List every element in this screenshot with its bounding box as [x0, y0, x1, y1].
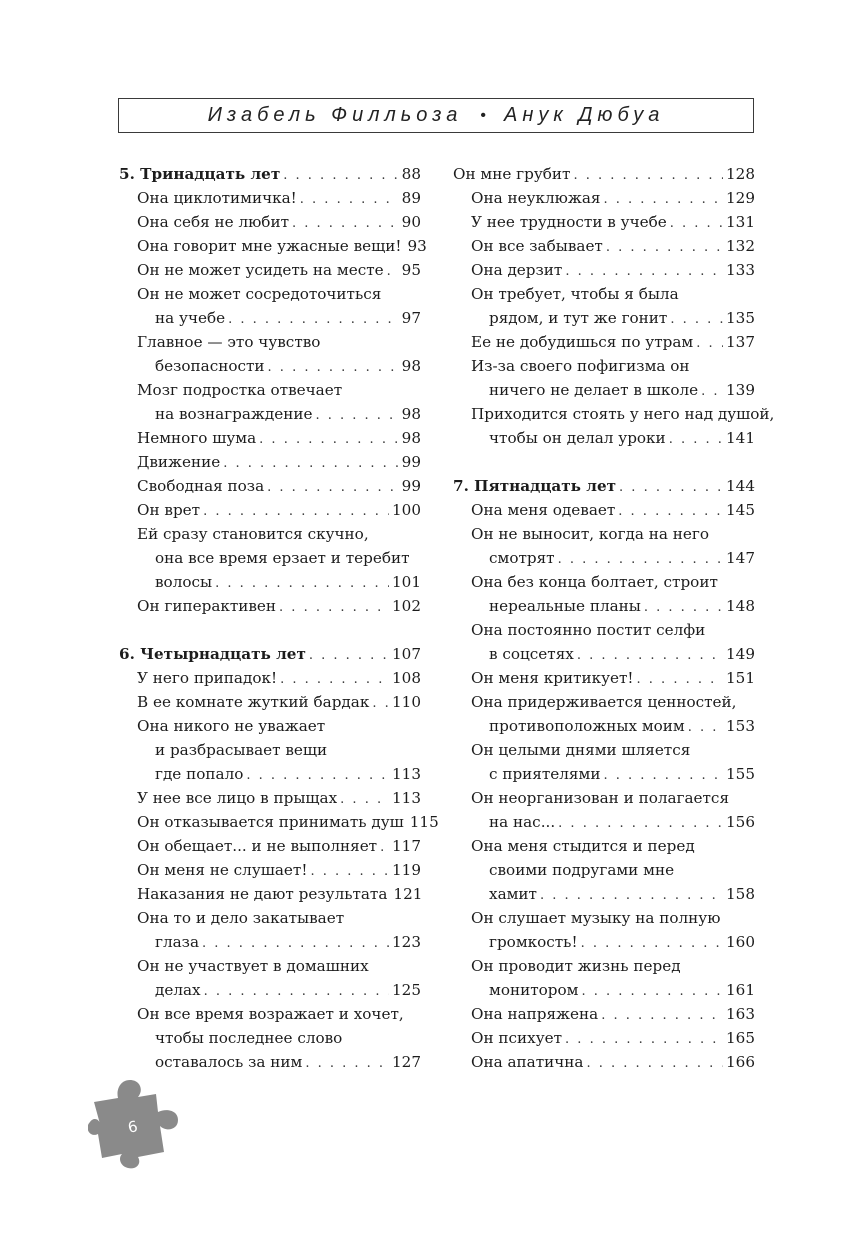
- toc-entry-title: Она неуклюжая: [471, 189, 601, 207]
- toc-entry-title: Он все забывает: [471, 237, 603, 255]
- toc-entry: [119, 810, 439, 834]
- dot-leader: [618, 500, 723, 524]
- toc-entry-title: смотрят: [489, 549, 555, 567]
- toc-entry: [453, 1026, 755, 1050]
- toc-page-number: 117: [392, 837, 421, 855]
- toc-entry: [453, 306, 755, 330]
- toc-entry: [119, 858, 421, 882]
- dot-leader: [246, 764, 389, 788]
- toc-entry-title: Она без конца болтает, строит: [471, 573, 718, 591]
- dot-leader: [380, 836, 389, 860]
- toc-entry-title: Наказания не дают результата: [137, 885, 388, 903]
- toc-entry: [119, 354, 421, 378]
- toc-entry-title: Движение: [137, 453, 221, 471]
- toc-entry: [119, 690, 421, 714]
- dot-leader: [637, 668, 723, 692]
- toc-entry-title: она все время ерзает и теребит: [155, 549, 410, 567]
- toc-entry: [453, 714, 755, 738]
- dot-leader: [268, 356, 399, 380]
- toc-entry-title: где попало: [155, 765, 244, 783]
- dot-leader: [603, 764, 723, 788]
- toc-page-number: 153: [726, 717, 755, 735]
- toc-page-number: 108: [392, 669, 421, 687]
- toc-page-number: 99: [401, 477, 421, 495]
- toc-entry: [119, 522, 421, 546]
- toc-page-number: 98: [401, 357, 421, 375]
- toc-entry: [453, 1002, 755, 1026]
- toc-page-number: 156: [726, 813, 755, 831]
- toc-page-number: 125: [392, 981, 421, 999]
- dot-leader: [577, 644, 723, 668]
- toc-entry-title: Она меня одевает: [471, 501, 616, 519]
- toc-section-heading: [119, 642, 421, 666]
- dot-leader: [619, 476, 723, 500]
- toc-page-number: 99: [401, 453, 421, 471]
- toc-entry-title: Он меня критикует!: [471, 669, 634, 687]
- toc-entry-title: 6. Четырнадцать лет: [119, 645, 306, 663]
- toc-entry: [453, 834, 755, 858]
- toc-entry-title: Она меня стыдится и перед: [471, 837, 695, 855]
- toc-entry: [453, 642, 755, 666]
- toc-entry: [119, 450, 421, 474]
- toc-entry: [453, 930, 755, 954]
- toc-page-number: 97: [401, 309, 421, 327]
- toc-entry-title: ничего не делает в школе: [489, 381, 699, 399]
- toc-page-number: 147: [726, 549, 755, 567]
- toc-page-number: 137: [726, 333, 755, 351]
- toc-entry: [119, 930, 421, 954]
- toc-entry-title: У него припадок!: [137, 669, 278, 687]
- dot-leader: [279, 596, 389, 620]
- dot-leader: [283, 164, 398, 188]
- toc-entry: [119, 186, 421, 210]
- toc-entry: [453, 210, 755, 234]
- toc-entry-title: Приходится стоять у него над душой,: [471, 405, 775, 423]
- toc-entry: [453, 858, 755, 882]
- toc-entry-title: монитором: [489, 981, 579, 999]
- toc-entry: [119, 666, 421, 690]
- dot-leader: [223, 452, 398, 476]
- toc-entry-title: волосы: [155, 573, 213, 591]
- toc-entry-title: У нее трудности в учебе: [471, 213, 667, 231]
- toc-entry-title: Он требует, чтобы я была: [471, 285, 679, 303]
- toc-entry: [119, 978, 421, 1002]
- toc-page-number: 123: [392, 933, 421, 951]
- toc-entry: [119, 306, 421, 330]
- toc-entry: [453, 426, 755, 450]
- toc-entry-title: Он психует: [471, 1029, 563, 1047]
- dot-leader: [606, 236, 723, 260]
- toc-page-number: 129: [726, 189, 755, 207]
- toc-page-number: 148: [726, 597, 755, 615]
- dot-leader: [669, 428, 723, 452]
- toc-entry-title: глаза: [155, 933, 199, 951]
- toc-entry: [453, 354, 755, 378]
- toc-entry-title: своими подругами мне: [489, 861, 675, 879]
- dot-leader: [215, 572, 389, 596]
- toc-page-number: 131: [726, 213, 755, 231]
- toc-entry-title: оставалось за ним: [155, 1053, 303, 1071]
- dot-leader: [340, 788, 389, 812]
- toc-entry-title: в соцсетях: [489, 645, 574, 663]
- dot-leader: [309, 644, 389, 668]
- dot-leader: [300, 188, 399, 212]
- toc-entry-title: Он не может сосредоточиться: [137, 285, 382, 303]
- toc-entry: [453, 762, 755, 786]
- toc-entry: [119, 546, 421, 570]
- toc-entry: [453, 666, 755, 690]
- toc-page-number: 115: [409, 813, 439, 831]
- dot-leader: [581, 932, 723, 956]
- toc-entry-title: В ее комнате жуткий бардак: [137, 693, 370, 711]
- toc-entry-title: Она то и дело закатывает: [137, 909, 345, 927]
- toc-entry: [453, 810, 755, 834]
- toc-entry: [119, 570, 421, 594]
- toc-entry-title: Он гиперактивен: [137, 597, 277, 615]
- toc-entry-title: на учебе: [155, 309, 226, 327]
- toc-entry: [119, 906, 421, 930]
- toc-entry: [119, 954, 421, 978]
- toc-section-heading: [119, 162, 421, 186]
- toc-entry: [119, 594, 421, 618]
- toc-entry-title: громкость!: [489, 933, 578, 951]
- toc-entry-title: рядом, и тут же гонит: [489, 309, 668, 327]
- toc-page-number: 155: [726, 765, 755, 783]
- toc-entry-title: Ей сразу становится скучно,: [137, 525, 369, 543]
- toc-entry-title: чтобы последнее слово: [155, 1029, 343, 1047]
- toc-page-number: 135: [726, 309, 755, 327]
- dot-leader: [267, 476, 399, 500]
- author-name-1: Изабель Филльоза: [207, 104, 463, 126]
- toc-entry-title: Он не может усидеть на месте: [137, 261, 384, 279]
- toc-entry-title: Он проводит жизнь перед: [471, 957, 681, 975]
- toc-entry: [119, 882, 421, 906]
- dot-leader: [228, 308, 399, 332]
- toc-entry: [119, 498, 421, 522]
- toc-entry: [453, 690, 755, 714]
- toc-entry: [453, 882, 755, 906]
- toc-entry: [119, 330, 421, 354]
- toc-page-number: 93: [407, 237, 427, 255]
- dot-leader: [670, 308, 723, 332]
- dot-leader: [203, 500, 389, 524]
- toc-entry: [119, 1026, 421, 1050]
- toc-right-column: [453, 162, 775, 1074]
- section-gap: [119, 618, 421, 642]
- toc-entry: [119, 738, 421, 762]
- toc-page-number: 132: [726, 237, 755, 255]
- dot-leader: [280, 668, 389, 692]
- toc-page-number: 158: [726, 885, 755, 903]
- toc-entry: [453, 186, 755, 210]
- toc-entry-title: Свободная поза: [137, 477, 265, 495]
- toc-entry: [119, 762, 421, 786]
- dot-leader: [558, 812, 723, 836]
- toc-page-number: 89: [401, 189, 421, 207]
- toc-page-number: 95: [401, 261, 421, 279]
- toc-entry-title: с приятелями: [489, 765, 601, 783]
- toc-entry: [119, 834, 421, 858]
- toc-entry-title: Она придерживается ценностей,: [471, 693, 737, 711]
- toc-entry: [453, 954, 755, 978]
- toc-entry-title: хамит: [489, 885, 537, 903]
- toc-entry-title: на нас...: [489, 813, 556, 831]
- toc-entry: [119, 426, 421, 450]
- toc-entry-title: У нее все лицо в прыщах: [137, 789, 338, 807]
- toc-entry: [119, 258, 421, 282]
- toc-page-number: 166: [726, 1053, 755, 1071]
- dot-leader: [540, 884, 723, 908]
- toc-entry: [453, 618, 755, 642]
- toc-page-number: 151: [726, 669, 755, 687]
- toc-entry-title: Она говорит мне ужасные вещи!: [137, 237, 402, 255]
- dot-leader: [603, 188, 723, 212]
- toc-entry: [119, 474, 421, 498]
- toc-entry-title: Он целыми днями шляется: [471, 741, 691, 759]
- dot-leader: [202, 932, 389, 956]
- dot-leader: [565, 1028, 723, 1052]
- toc-entry-title: делах: [155, 981, 201, 999]
- toc-page-number: 113: [392, 789, 421, 807]
- toc-entry-title: на вознаграждение: [155, 405, 313, 423]
- toc-entry-title: 5. Тринадцать лет: [119, 165, 281, 183]
- toc-entry: [453, 378, 755, 402]
- toc-entry-title: Он отказывается принимать душ: [137, 813, 404, 831]
- toc-entry-title: Он меня не слушает!: [137, 861, 308, 879]
- author-name-2: Анук Дюбуа: [503, 104, 665, 126]
- toc-entry-title: Немного шума: [137, 429, 257, 447]
- toc-entry: [119, 714, 421, 738]
- toc-entry-title: Ее не добудишься по утрам: [471, 333, 694, 351]
- toc-entry-title: Она постоянно постит селфи: [471, 621, 706, 639]
- toc-entry-title: Она дерзит: [471, 261, 563, 279]
- dot-leader: [292, 212, 399, 236]
- toc-entry-title: безопасности: [155, 357, 265, 375]
- toc-entry-title: Она напряжена: [471, 1005, 599, 1023]
- page-number: 6: [126, 1117, 140, 1137]
- toc-entry-title: Она никого не уважает: [137, 717, 326, 735]
- toc-entry: [453, 978, 755, 1002]
- toc-entry-title: Он не участвует в домашних: [137, 957, 369, 975]
- toc-entry: [453, 402, 775, 426]
- toc-entry: [453, 330, 755, 354]
- dot-leader: [696, 332, 723, 356]
- dot-leader: [387, 260, 399, 284]
- toc-entry: [453, 546, 755, 570]
- toc-page-number: 119: [392, 861, 421, 879]
- dot-leader: [670, 212, 723, 236]
- toc-page-number: 113: [392, 765, 421, 783]
- dot-leader: [688, 716, 723, 740]
- toc-entry-title: Он обещает... и не выполняет: [137, 837, 378, 855]
- toc-entry-title: Он слушает музыку на полную: [471, 909, 721, 927]
- toc-page-number: 100: [392, 501, 421, 519]
- toc-page-number: 163: [726, 1005, 755, 1023]
- dot-leader: [204, 980, 389, 1004]
- toc-page-number: 102: [392, 597, 421, 615]
- toc-entry-title: Она циклотимичка!: [137, 189, 297, 207]
- toc-page-number: 141: [726, 429, 755, 447]
- toc-entry: [453, 594, 755, 618]
- dot-leader: [315, 404, 398, 428]
- puzzle-piece-icon: [88, 1072, 188, 1172]
- toc-page-number: 139: [726, 381, 755, 399]
- dot-leader: [573, 164, 723, 188]
- toc-entry: [453, 570, 755, 594]
- toc-entry: [119, 786, 421, 810]
- toc-entry: [119, 402, 421, 426]
- toc-page-number: 133: [726, 261, 755, 279]
- toc-entry-title: противоположных моим: [489, 717, 685, 735]
- toc-entry: [119, 1050, 421, 1074]
- toc-page-number: 127: [392, 1053, 421, 1071]
- toc-entry: [119, 1002, 421, 1026]
- toc-entry-title: нереальные планы: [489, 597, 641, 615]
- toc-page-number: 88: [401, 165, 421, 183]
- dot-leader: [305, 1052, 389, 1076]
- toc-page-number: 110: [392, 693, 421, 711]
- toc-page-number: 145: [726, 501, 755, 519]
- running-header: [118, 98, 754, 133]
- toc-left-column: [119, 162, 439, 1074]
- dot-leader: [601, 1004, 723, 1028]
- toc-page-number: 98: [401, 405, 421, 423]
- dot-leader: [259, 428, 399, 452]
- toc-entry: [453, 1050, 755, 1074]
- toc-entry: [453, 282, 755, 306]
- dot-leader: [558, 548, 723, 572]
- toc-entry: [119, 210, 421, 234]
- dot-leader: [701, 380, 723, 404]
- toc-page-number: 107: [392, 645, 421, 663]
- toc-entry-title: Мозг подростка отвечает: [137, 381, 343, 399]
- separator-dot: •: [480, 106, 486, 124]
- toc-entry: [119, 234, 427, 258]
- toc-page-number: 149: [726, 645, 755, 663]
- toc-entry-title: Он не выносит, когда на него: [471, 525, 709, 543]
- toc-page-number: 128: [726, 165, 755, 183]
- toc-entry: [453, 738, 755, 762]
- toc-entry-title: Она себя не любит: [137, 213, 289, 231]
- dot-leader: [310, 860, 389, 884]
- toc-entry-title: 7. Пятнадцать лет: [453, 477, 617, 495]
- toc-entry-title: Из-за своего пофигизма он: [471, 357, 690, 375]
- section-gap: [453, 450, 755, 474]
- toc-entry: [453, 786, 755, 810]
- toc-entry: [453, 258, 755, 282]
- toc-entry: [119, 282, 421, 306]
- toc-page-number: 90: [401, 213, 421, 231]
- toc-page-number: 165: [726, 1029, 755, 1047]
- toc-entry: [453, 162, 755, 186]
- toc-page-number: 121: [393, 885, 423, 903]
- dot-leader: [372, 692, 389, 716]
- toc-entry: [453, 234, 755, 258]
- dot-leader: [586, 1052, 723, 1076]
- toc-entry-title: Он все время возражает и хочет,: [137, 1005, 404, 1023]
- toc-entry-title: чтобы он делал уроки: [489, 429, 666, 447]
- toc-page-number: 160: [726, 933, 755, 951]
- toc-entry-title: Она апатична: [471, 1053, 584, 1071]
- toc-entry: [119, 378, 421, 402]
- toc-page-number: 161: [726, 981, 755, 999]
- toc-section-heading: [453, 474, 755, 498]
- toc-entry-title: Главное — это чувство: [137, 333, 321, 351]
- toc-page-number: 101: [392, 573, 421, 591]
- dot-leader: [644, 596, 723, 620]
- toc-page-number: 144: [726, 477, 755, 495]
- dot-leader: [565, 260, 723, 284]
- toc-entry-title: Он неорганизован и полагается: [471, 789, 730, 807]
- toc-entry: [453, 906, 755, 930]
- toc-entry-title: и разбрасывает вещи: [155, 741, 328, 759]
- toc-page-number: 98: [401, 429, 421, 447]
- toc-entry-title: Он мне грубит: [453, 165, 571, 183]
- dot-leader: [581, 980, 723, 1004]
- toc-entry: [453, 522, 755, 546]
- toc-entry: [453, 498, 755, 522]
- toc-entry-title: Он врет: [137, 501, 201, 519]
